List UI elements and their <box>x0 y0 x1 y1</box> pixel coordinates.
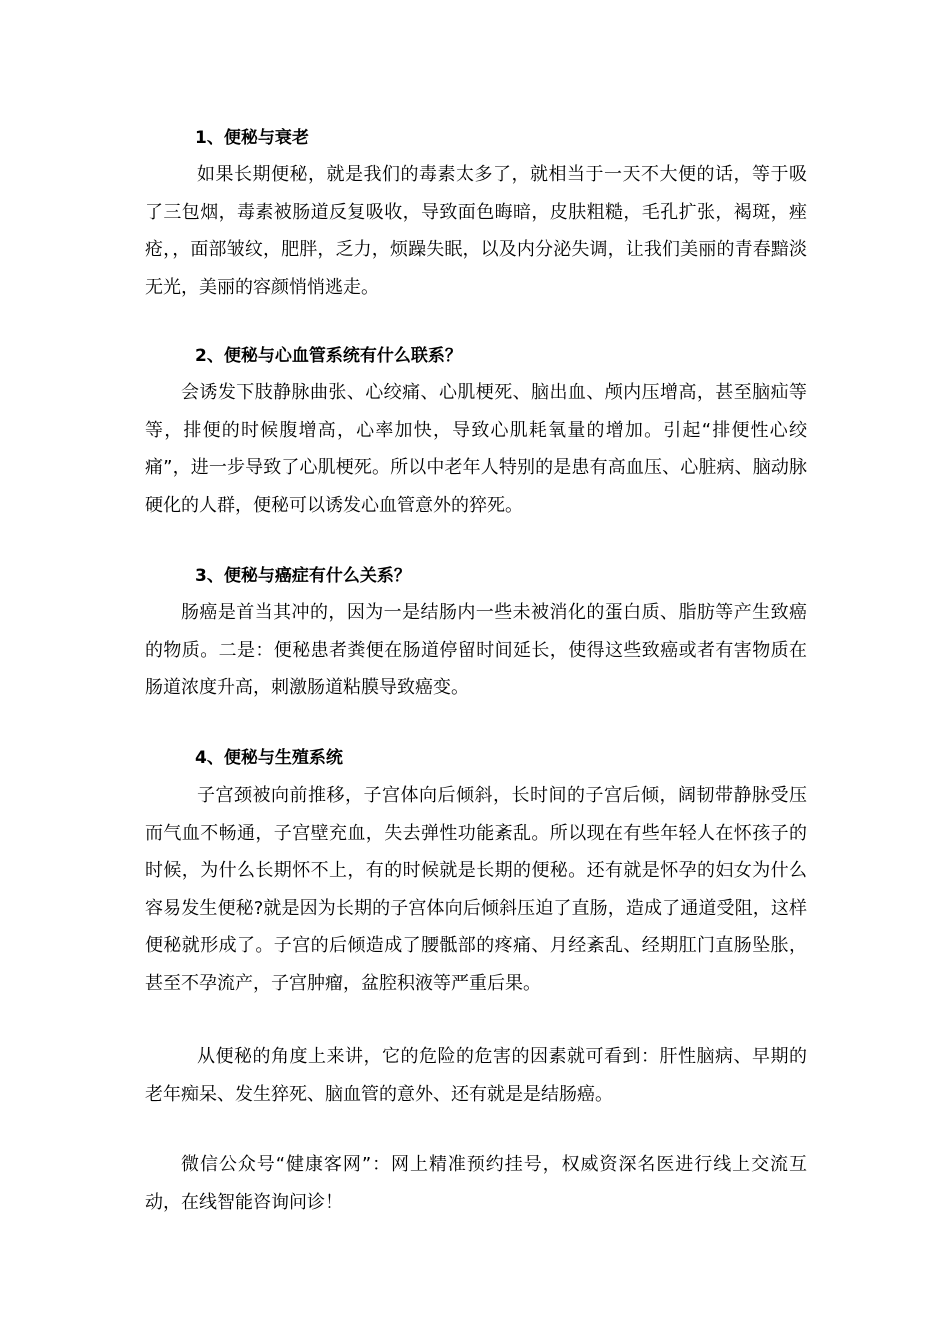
section-4-body: 子宫颈被向前推移，子宫体向后倾斜，长时间的子宫后倾，阔韧带静脉受压而气血不畅通，子宫壁充血，失去弹性功能紊乱。所以现在有些年轻人在怀孩子的时候，为什么长期怀不上，有的时候就是长期的便秘。还有就是怀孕的妇女为什么容易发生便秘?就是因为长期的子宫体向后倾斜压迫了直肠，造成了通道受阻，这样便秘就形成了。子宫的后倾造成了腰骶部的疼痛、月经紊乱、经期肛门直肠坠胀，甚至不孕流产，子宫肿瘤，盆腔积液等严重后果。 <box>145 785 807 994</box>
section-2-title: 2、便秘与心血管系统有什么联系？ <box>195 346 462 366</box>
promo-paragraph: 微信公众号“健康客网”：网上精准预约挂号，权威资深名医进行线上交流互动，在线智能咨询问诊！ <box>145 1154 807 1213</box>
section-2-body: 会诱发下肢静脉曲张、心绞痛、心肌梗死、脑出血、颅内压增高，甚至脑疝等等，排便的时候腹增高，心率加快，导致心肌耗氧量的增加。引起“排便性心绞痛”，进一步导致了心肌梗死。所以中老年人特别的是患有高血压、心脏病、脑动脉硬化的人群，便秘可以诱发心血管意外的猝死。 <box>145 382 807 516</box>
section-3-title: 3、便秘与癌症有什么关系？ <box>195 566 411 586</box>
section-1-body: 如果长期便秘，就是我们的毒素太多了，就相当于一天不大便的话，等于吸了三包烟，毒素被肠道反复吸收，导致面色晦暗，皮肤粗糙，毛孔扩张，褐斑，痤疮，，面部皱纹，肥胖，乏力，烦躁失眠，以及内分泌失调，让我们美丽的青春黯淡无光，美丽的容颜悄悄逃走。 <box>145 164 807 298</box>
section-3-body: 肠癌是首当其冲的，因为一是结肠内一些未被消化的蛋白质、脂肪等产生致癌的物质。二是：便秘患者粪便在肠道停留时间延长，使得这些致癌或者有害物质在肠道浓度升高，刺激肠道粘膜导致癌变。 <box>145 602 807 698</box>
section-4-title: 4、便秘与生殖系统 <box>195 748 343 768</box>
summary-paragraph: 从便秘的角度上来讲，它的危险的危害的因素就可看到：肝性脑病、早期的老年痴呆、发生猝死、脑血管的意外、还有就是是结肠癌。 <box>145 1046 807 1105</box>
section-1-title: 1、便秘与衰老 <box>195 128 309 148</box>
